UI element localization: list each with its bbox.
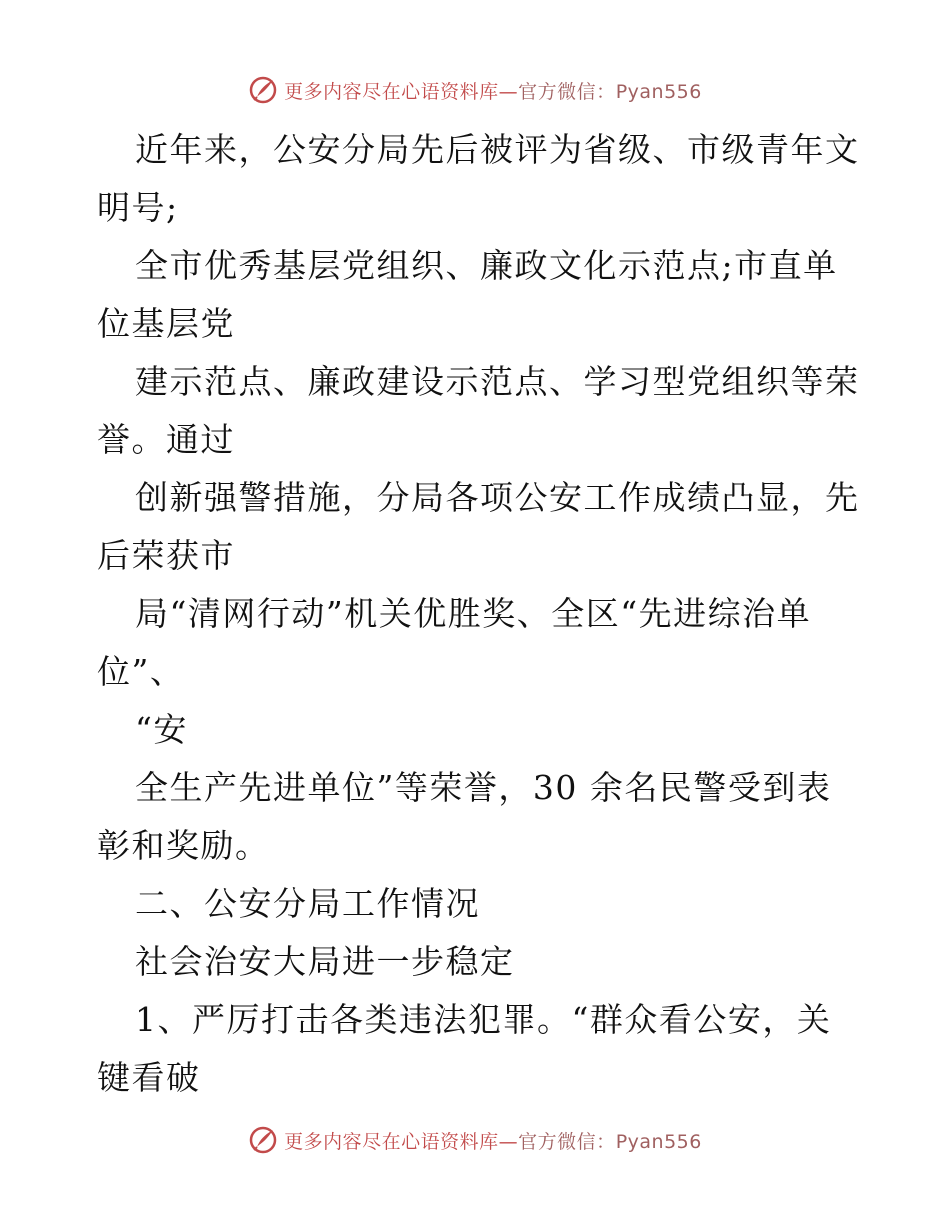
text-line: 1、严厉打击各类违法犯罪。“群众看公安，关 <box>135 1000 832 1039</box>
feather-quill-icon <box>248 75 278 105</box>
text-line: 位”、 <box>97 652 185 691</box>
text-line: 明号; <box>97 188 179 227</box>
watermark-site-text: 更多内容尽在心语资料库 <box>284 80 499 103</box>
text-line: 创新强警措施，分局各项公安工作成绩凸显，先 <box>135 478 860 517</box>
text-line: 全生产先进单位”等荣誉，30 余名民警受到表 <box>135 768 832 807</box>
watermark-text <box>284 77 702 104</box>
section-heading: 二、公安分局工作情况 <box>135 884 480 923</box>
text-line: 位基层党 <box>97 304 235 343</box>
watermark-separator: — <box>498 80 519 103</box>
subsection-heading: 社会治安大局进一步稳定 <box>135 942 515 981</box>
text-line: 建示范点、廉政建设示范点、学习型党组织等荣 <box>135 362 860 401</box>
feather-quill-icon <box>248 1125 278 1155</box>
text-line: 近年来，公安分局先后被评为省级、市级青年文 <box>135 130 860 169</box>
text-line: 彰和奖励。 <box>97 826 270 865</box>
text-line: 全市优秀基层党组织、廉政文化示范点;市直单 <box>135 246 838 285</box>
text-line: 局“清网行动”机关优胜奖、全区“先进综治单 <box>135 594 812 633</box>
text-line: 键看破 <box>97 1058 201 1097</box>
text-line: 誉。通过 <box>97 420 235 459</box>
footer-watermark <box>0 1120 950 1160</box>
watermark-site-text: 更多内容尽在心语资料库 <box>284 1130 499 1153</box>
watermark-wechat-id: Pyan556 <box>615 1130 702 1153</box>
watermark-wechat-label: 官方微信： <box>518 80 616 103</box>
header-watermark <box>0 70 950 110</box>
text-line: “安 <box>135 710 188 749</box>
watermark-separator: — <box>498 1130 519 1153</box>
watermark-wechat-id: Pyan556 <box>615 80 702 103</box>
watermark-wechat-label: 官方微信： <box>518 1130 616 1153</box>
text-line: 后荣获市 <box>97 536 235 575</box>
watermark-text <box>284 1127 702 1154</box>
